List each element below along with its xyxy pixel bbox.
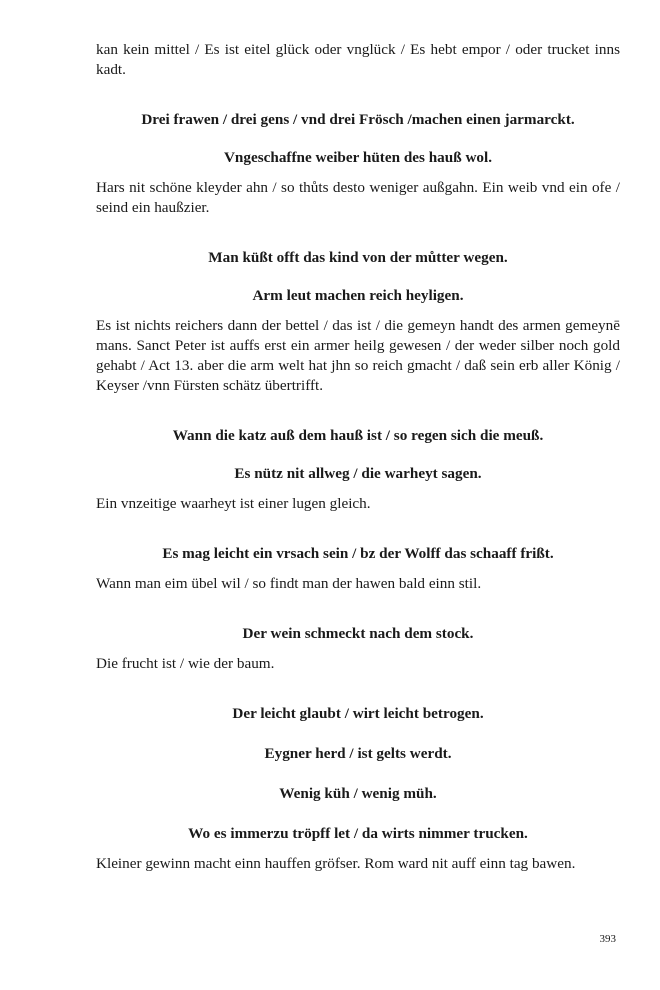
proverb-heading: Eygner herd / ist gelts werdt.: [264, 745, 452, 762]
paragraph: Die frucht ist / wie der baum.: [96, 655, 275, 672]
paragraph: Kleiner gewinn macht einn hauffen gröfser. Rom ward nit auff einn tag bawen.: [96, 855, 576, 872]
page-number: 393: [599, 933, 616, 945]
proverb-heading: Vngeschaffne weiber hüten des hauß wol.: [223, 149, 493, 166]
paragraph: Wann man eim übel wil / so findt man der hawen bald einn stil.: [96, 575, 482, 592]
page-body: [96, 40, 620, 874]
proverb-heading: Wann die katz auß dem hauß ist / so regen sich die meuß.: [172, 427, 544, 444]
proverb-heading: Drei frawen / drei gens / vnd drei Frösch /machen einen jarmarckt.: [141, 111, 575, 128]
proverb-heading: Es mag leicht ein vrsach sein / bz der Wolff das schaaff frißt.: [162, 545, 554, 562]
proverb-heading: Es nütz nit allweg / die warheyt sagen.: [234, 465, 482, 482]
paragraph: kan kein mittel / Es ist eitel glück oder vnglück / Es hebt empor / oder trucket inns kadt.: [96, 41, 620, 78]
paragraph: Hars nit schöne kleyder ahn / so thůts desto weniger außgahn. Ein weib vnd ein ofe / seind ein haußzier.: [96, 179, 620, 216]
proverb-heading: Wo es immerzu tröpff let / da wirts nimmer trucken.: [188, 825, 528, 842]
proverb-heading: Der leicht glaubt / wirt leicht betrogen.: [232, 705, 484, 722]
proverb-heading: Der wein schmeckt nach dem stock.: [242, 625, 474, 642]
proverb-heading: Wenig küh / wenig müh.: [279, 785, 437, 802]
paragraph: Ein vnzeitige waarheyt ist einer lugen gleich.: [96, 495, 371, 512]
proverb-heading: Man küßt offt das kind von der můtter wegen.: [208, 249, 508, 266]
paragraph: Es ist nichts reichers dann der bettel / das ist / die gemeyn handt des armen gemeynē mans. Sanct Peter ist auffs erst ein armer heilg gewesen / der weder silber noch gold gehabt / Act 13. aber die arm welt hat jhn so reich gmacht / daß sein erb aller König / Keyser /vnn Fürsten schätz übertrifft.: [96, 317, 620, 394]
proverb-heading: Arm leut machen reich heyligen.: [252, 287, 464, 304]
